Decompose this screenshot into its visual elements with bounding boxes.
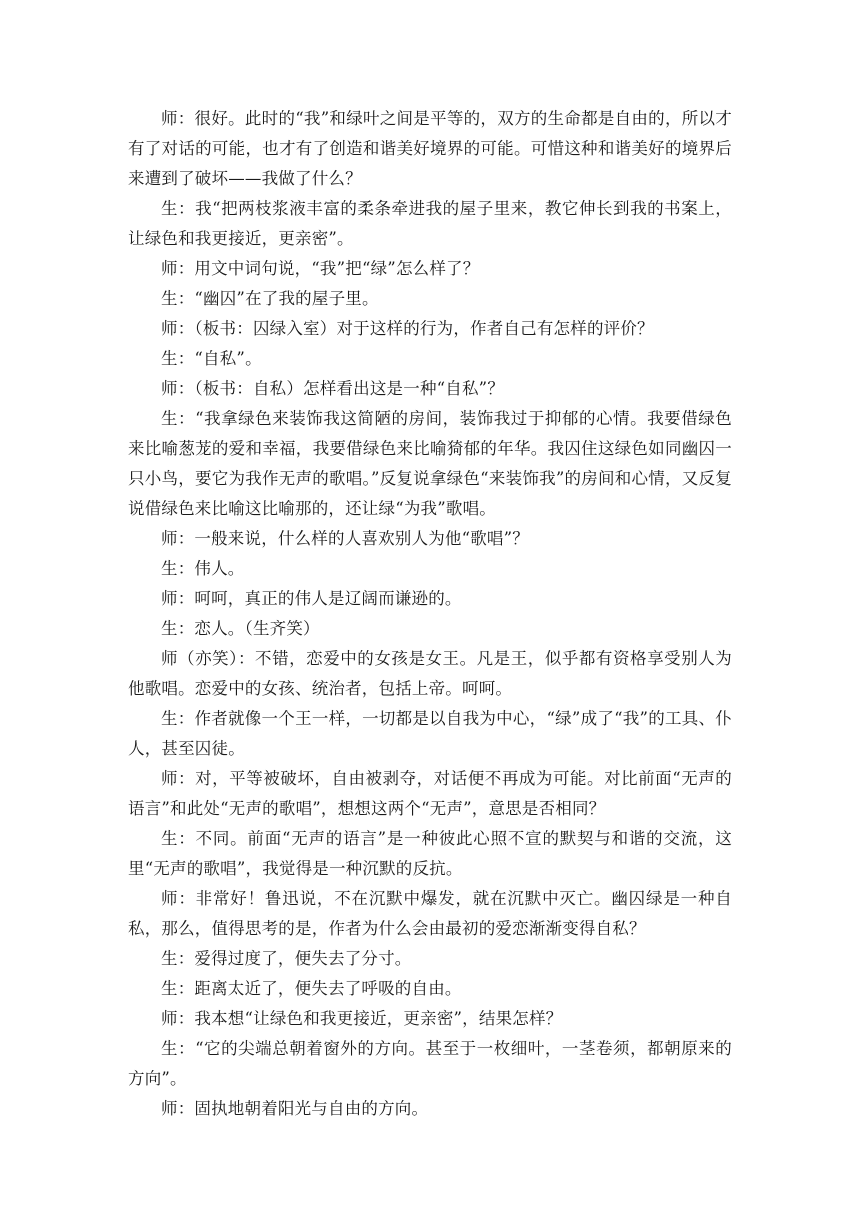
paragraph: 生：爱得过度了，便失去了分寸。 (161, 949, 412, 968)
paragraph: 师：（板书：囚绿入室）对于这样的行为，作者自己有怎样的评价？ (161, 319, 654, 338)
paragraph: 生：“我拿绿色来装饰我这简陋的房间，装饰我过于抑郁的心情。我要借绿色来比喻葱茏的爱和幸福，我要借绿色来比喻猗郁的年华。我囚住这绿色如同幽囚一只小鸟，要它为我作无声的歌唱。”反复说拿绿色“来装饰我”的房间和心情，又反复说借绿色来比喻这比喻那的，还让绿“为我”歌唱。 (128, 409, 732, 518)
paragraph: 生：不同。前面“无声的语言”是一种彼此心照不宣的默契与和谐的交流，这里“无声的歌唱”，我觉得是一种沉默的反抗。 (128, 829, 732, 878)
paragraph: 师：（板书：自私）怎样看出这是一种“自私”？ (161, 379, 505, 398)
paragraph: 师：用文中词句说，“我”把“绿”怎么样了？ (161, 259, 480, 278)
paragraph: 师：呵呵，真正的伟人是辽阔而谦逊的。 (161, 589, 462, 608)
paragraph: 生：“自私”。 (161, 349, 262, 368)
paragraph: 生：“它的尖端总朝着窗外的方向。甚至于一枚细叶，一茎卷须，都朝原来的方向”。 (128, 1039, 732, 1088)
paragraph: 师：对，平等被破坏，自由被剥夺，对话便不再成为可能。对比前面“无声的语言”和此处“无声的歌唱”，想想这两个“无声”，意思是否相同？ (128, 769, 732, 818)
paragraph: 师：很好。此时的“我”和绿叶之间是平等的，双方的生命都是自由的，所以才有了对话的可能，也才有了创造和谐美好境界的可能。可惜这种和谐美好的境界后来遭到了破坏——我做了什么？ (128, 109, 732, 188)
paragraph: 生：作者就像一个王一样，一切都是以自我为中心，“绿”成了“我”的工具、仆人，甚至囚徒。 (128, 709, 732, 758)
document-body (128, 104, 732, 1124)
paragraph: 师：一般来说，什么样的人喜欢别人为他“歌唱”？ (161, 529, 529, 548)
paragraph: 生：距离太近了，便失去了呼吸的自由。 (161, 979, 462, 998)
paragraph: 师：我本想“让绿色和我更接近，更亲密”，结果怎样？ (161, 1009, 563, 1028)
paragraph: 生：伟人。 (161, 559, 245, 578)
paragraph: 师（亦笑）：不错，恋爱中的女孩是女王。凡是王，似乎都有资格享受别人为他歌唱。恋爱中的女孩、统治者，包括上帝。呵呵。 (128, 649, 732, 698)
paragraph: 生：恋人。（生齐笑） (161, 619, 320, 638)
paragraph: 生：我“把两枝浆液丰富的柔条牵进我的屋子里来，教它伸长到我的书案上，让绿色和我更接近，更亲密”。 (128, 199, 732, 248)
paragraph: 生：“幽囚”在了我的屋子里。 (161, 289, 379, 308)
paragraph: 师：固执地朝着阳光与自由的方向。 (161, 1099, 429, 1118)
paragraph: 师：非常好！鲁迅说，不在沉默中爆发，就在沉默中灭亡。幽囚绿是一种自私，那么，值得思考的是，作者为什么会由最初的爱恋渐渐变得自私？ (128, 889, 732, 938)
